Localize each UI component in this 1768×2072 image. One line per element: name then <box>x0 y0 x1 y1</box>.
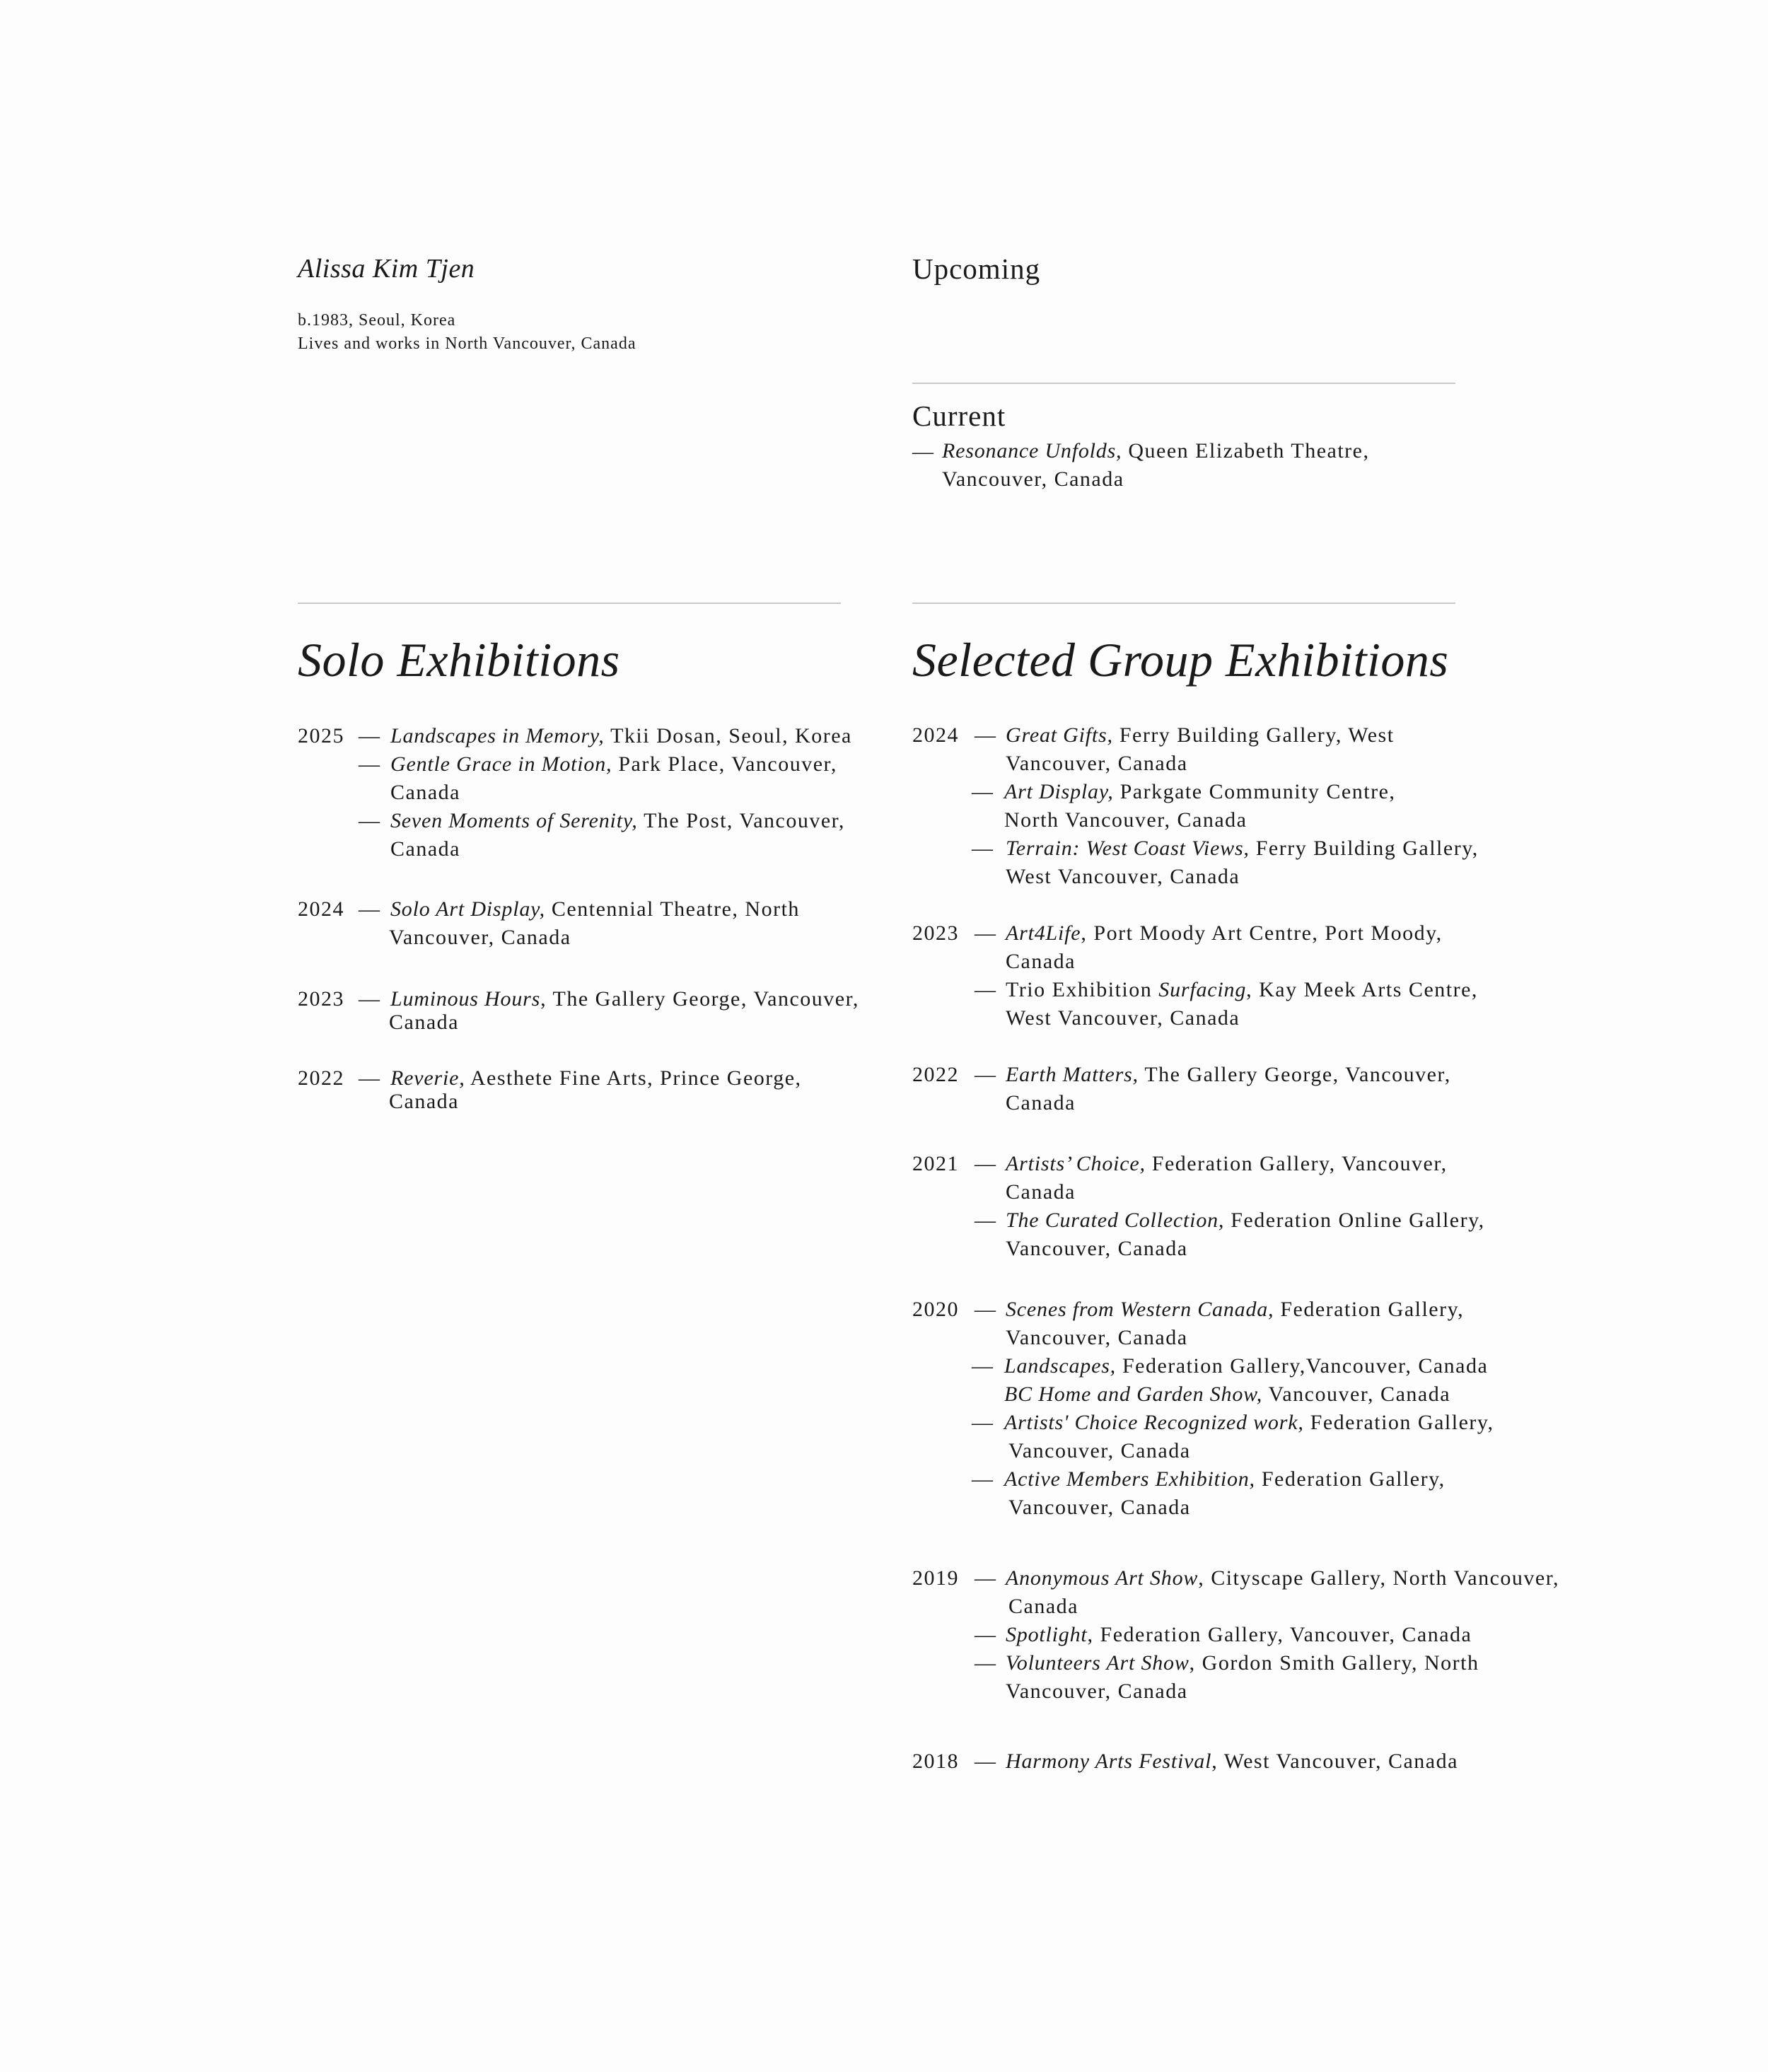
list-item-cont: West Vancouver, Canada <box>1006 865 1240 888</box>
dash: — <box>975 1063 996 1086</box>
list-item: Earth Matters, The Gallery George, Vancouver, <box>1006 1063 1451 1086</box>
list-item-cont: Vancouver, Canada <box>1006 1237 1188 1260</box>
upcoming-label: Upcoming <box>912 252 1041 285</box>
dash: — <box>975 723 996 747</box>
dash: — <box>975 1566 996 1590</box>
list-item: Solo Art Display, Centennial Theatre, North <box>390 897 800 921</box>
list-item: Seven Moments of Serenity, The Post, Vancouver, <box>390 809 845 832</box>
divider <box>912 383 1455 384</box>
list-item: Art Display, Parkgate Community Centre, <box>1004 780 1396 803</box>
dash: — <box>972 780 993 803</box>
year: 2024 <box>912 723 959 747</box>
year: 2023 <box>298 987 344 1011</box>
dash: — <box>359 724 380 747</box>
list-item-cont: West Vancouver, Canada <box>1006 1006 1240 1030</box>
year: 2025 <box>298 724 344 747</box>
list-item: The Curated Collection, Federation Online Gallery, <box>1006 1209 1485 1232</box>
list-item-cont: Canada <box>389 1090 459 1113</box>
list-item-cont: North Vancouver, Canada <box>1004 808 1248 832</box>
list-item-cont: Canada <box>1006 1091 1076 1114</box>
list-item-cont: Vancouver, Canada <box>389 926 571 949</box>
current-label: Current <box>912 400 1006 432</box>
list-item-cont: Canada <box>389 1011 459 1034</box>
current-venue: Queen Elizabeth Theatre, <box>1128 439 1370 462</box>
divider <box>298 603 841 604</box>
list-item-cont: Canada <box>390 781 460 804</box>
year: 2022 <box>912 1063 959 1086</box>
divider <box>912 603 1455 604</box>
list-item: Artists' Choice Recognized work, Federation Gallery, <box>1004 1411 1494 1434</box>
list-item: Luminous Hours, The Gallery George, Vancouver, <box>390 987 859 1011</box>
list-item: Anonymous Art Show, Cityscape Gallery, North Vancouver, <box>1006 1566 1560 1590</box>
list-item-cont: Canada <box>1006 950 1076 973</box>
dash: — <box>975 1651 996 1675</box>
year: 2020 <box>912 1298 959 1321</box>
list-item-cont: Vancouver, Canada <box>1006 752 1188 775</box>
current-title: Resonance Unfolds, <box>942 439 1122 462</box>
list-item: Trio Exhibition Surfacing, Kay Meek Arts Centre, <box>1006 978 1478 1001</box>
list-item: Artists’ Choice, Federation Gallery, Vancouver, <box>1006 1152 1448 1175</box>
dash: — <box>975 1623 996 1646</box>
dash: — <box>975 1298 996 1321</box>
year: 2021 <box>912 1152 959 1175</box>
year: 2019 <box>912 1566 959 1590</box>
dash: — <box>972 1354 993 1378</box>
current-entry <box>942 437 1370 465</box>
list-item: Scenes from Western Canada, Federation Gallery, <box>1006 1298 1465 1321</box>
dash: — <box>975 921 996 945</box>
dash: — <box>972 1467 993 1491</box>
dash: — <box>359 752 380 776</box>
list-item: Gentle Grace in Motion, Park Place, Vancouver, <box>390 752 837 776</box>
list-item-cont: BC Home and Garden Show, Vancouver, Canada <box>1004 1383 1451 1406</box>
list-item-cont: Vancouver, Canada <box>1006 1680 1188 1703</box>
year: 2022 <box>298 1066 344 1090</box>
dash: — <box>975 1152 996 1175</box>
list-item-cont: Vancouver, Canada <box>1006 1326 1188 1349</box>
dash: — <box>972 837 993 860</box>
dash: — <box>359 1066 380 1090</box>
list-item: Art4Life, Port Moody Art Centre, Port Moody, <box>1006 921 1443 945</box>
artist-name: Alissa Kim Tjen <box>298 254 475 284</box>
dash: — <box>912 440 934 463</box>
list-item: Terrain: West Coast Views, Ferry Building Gallery, <box>1006 837 1479 860</box>
list-item: Active Members Exhibition, Federation Gallery, <box>1004 1467 1446 1491</box>
artist-born: b.1983, Seoul, Korea <box>298 311 456 330</box>
list-item: Great Gifts, Ferry Building Gallery, West <box>1006 723 1395 747</box>
list-item-cont: Canada <box>390 837 460 861</box>
list-item: Volunteers Art Show, Gordon Smith Gallery, North <box>1006 1651 1479 1675</box>
group-heading: Selected Group Exhibitions <box>912 633 1449 687</box>
dash: — <box>359 987 380 1011</box>
list-item-cont: Canada <box>1006 1180 1076 1204</box>
solo-heading: Solo Exhibitions <box>298 633 620 687</box>
artist-bio <box>298 309 636 356</box>
dash: — <box>972 1411 993 1434</box>
dash: — <box>359 809 380 832</box>
dash: — <box>359 897 380 921</box>
artist-residence: Lives and works in North Vancouver, Canada <box>298 334 636 353</box>
list-item-cont: Vancouver, Canada <box>1008 1496 1191 1519</box>
list-item: Landscapes in Memory, Tkii Dosan, Seoul, Korea <box>390 724 852 747</box>
current-entry-cont: Vancouver, Canada <box>942 467 1124 491</box>
dash: — <box>975 1750 996 1773</box>
list-item: Harmony Arts Festival, West Vancouver, Canada <box>1006 1750 1458 1773</box>
list-item-cont: Canada <box>1008 1595 1078 1618</box>
list-item: Reverie, Aesthete Fine Arts, Prince George, <box>390 1066 802 1090</box>
year: 2018 <box>912 1750 959 1773</box>
dash: — <box>975 1209 996 1232</box>
year: 2024 <box>298 897 344 921</box>
list-item: Landscapes, Federation Gallery,Vancouver, Canada <box>1004 1354 1489 1378</box>
list-item: Spotlight, Federation Gallery, Vancouver, Canada <box>1006 1623 1472 1646</box>
dash: — <box>975 978 996 1001</box>
list-item-cont: Vancouver, Canada <box>1008 1439 1191 1462</box>
year: 2023 <box>912 921 959 945</box>
